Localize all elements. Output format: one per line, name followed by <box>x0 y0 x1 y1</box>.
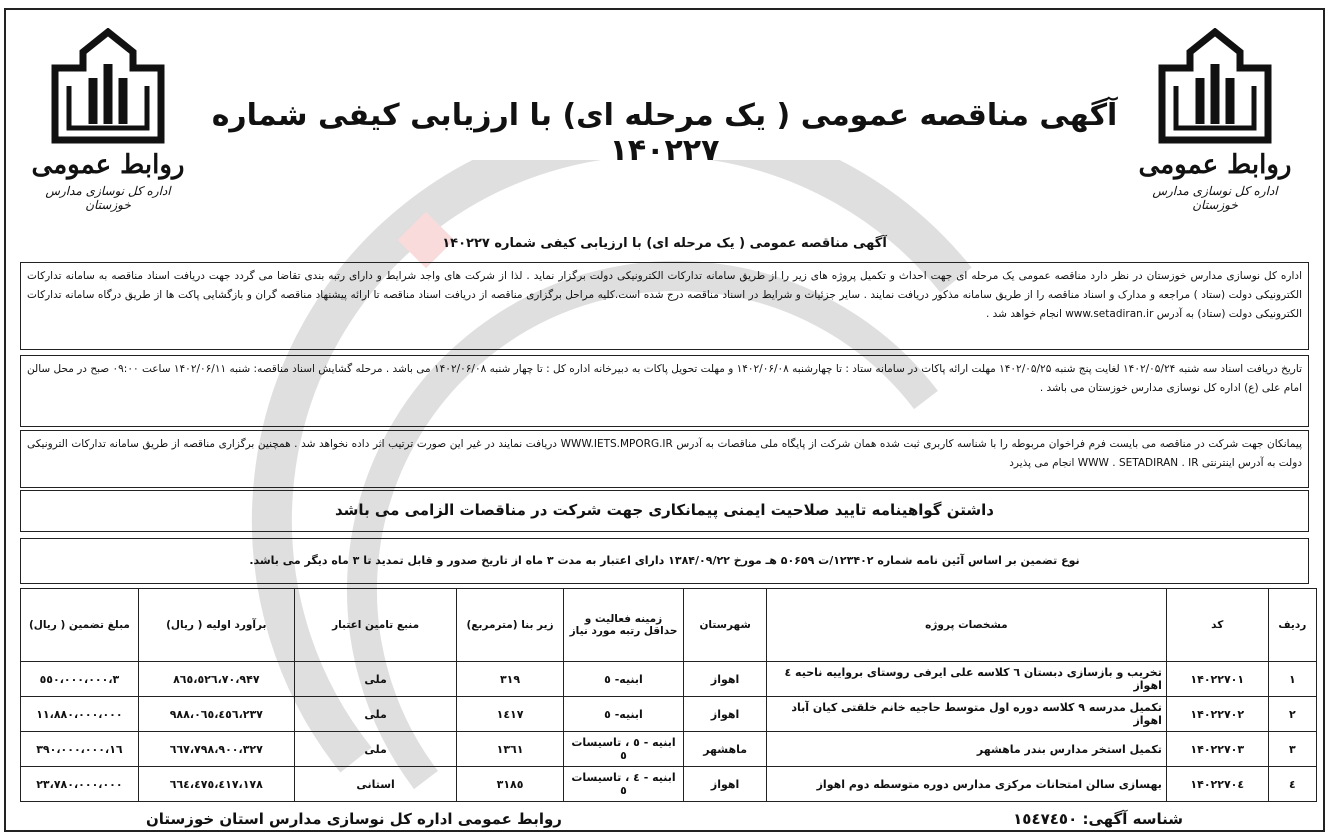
cell-area: ۱٤۱۷ <box>457 697 563 732</box>
cell-estimate: ۷۰،۹۴۷،٥۲٦،۸٦٥ <box>138 662 294 697</box>
notice-page <box>4 8 1325 832</box>
cell-city: اهواز <box>684 662 767 697</box>
logo-line2: اداره کل نوسازی مدارس خوزستان <box>1152 184 1278 212</box>
cell-guarantee: ۳،٥٥۰،۰۰۰،۰۰۰ <box>21 662 139 697</box>
cell-project: تکمیل مدرسه ۹ کلاسه دوره اول متوسط حاجیه خانم خلقتی کیان آباد اهواز <box>767 697 1167 732</box>
cell-source: ملی <box>294 697 457 732</box>
logo-line1: روابط عمومی <box>1138 150 1292 180</box>
page-subtitle: آگهی مناقصه عمومی ( یک مرحله ای) با ارزیابی کیفی شماره ۱۴۰۲۲۷ <box>442 236 887 251</box>
cell-project: بهسازی سالن امتحانات مرکزی مدارس دوره متوسطه دوم اهواز <box>767 767 1167 802</box>
cell-code: ۱۴۰۲۲۷۰۳ <box>1166 732 1268 767</box>
notice-id: شناسه آگهی: ۱٥٤۷٤٥۰ <box>1013 810 1183 828</box>
cell-city: اهواز <box>684 697 767 732</box>
table-row <box>21 697 1317 732</box>
footer-signature: روابط عمومی اداره کل نوسازی مدارس استان خوزستان <box>146 810 562 828</box>
cell-guarantee: ۲۳،۷۸۰،۰۰۰،۰۰۰ <box>21 767 139 802</box>
logo-left <box>28 28 188 238</box>
cell-row: ۲ <box>1268 697 1316 732</box>
cell-field: ابنیه - ٤ ، تاسیسات ٥ <box>563 767 684 802</box>
cell-field: ابنیه- ٥ <box>563 697 684 732</box>
cell-area: ۳۱۹ <box>457 662 563 697</box>
cell-area: ۳۱۸٥ <box>457 767 563 802</box>
cell-city: اهواز <box>684 767 767 802</box>
table-header-row <box>21 589 1317 662</box>
cell-estimate: ٤۷٥،٤۱۷،۱۷۸،٦٦٤ <box>138 767 294 802</box>
cell-project: تخریب و بازسازی دبستان ٦ کلاسه علی ایرفی روستای برواییه ناحیه ٤ اهواز <box>767 662 1167 697</box>
cell-source: ملی <box>294 732 457 767</box>
cell-field: ابنیه - ٥ ، تاسیسات ٥ <box>563 732 684 767</box>
col-guarantee: مبلغ تضمین ( ریال) <box>21 589 139 662</box>
cell-guarantee: ۱۱،۸۸۰،۰۰۰،۰۰۰ <box>21 697 139 732</box>
cell-source: ملی <box>294 662 457 697</box>
col-area: زیر بنا (مترمربع) <box>457 589 563 662</box>
register-paragraph: پیمانکان جهت شرکت در مناقصه می بایست فرم فراخوان مربوطه را با شناسه کاربری ثبت شده همان شرکت از پایگاه ملی مناقصات به آدرس WWW.IETS.MPORG.IR دریافت نمایند در غیر این صورت ترتیب اثر داده نخواهد شد . همچنین برگزاری مناقصه از طریق سامانه تدارکات الترونیکی دولت به آدرس اینترنتی WWW . SETADIRAN . IR انجام می پذیرد <box>20 430 1309 488</box>
certificate-notice: داشتن گواهینامه تایید صلاحیت ایمنی پیمانکاری جهت شرکت در مناقصات الزامی می باشد <box>20 490 1309 532</box>
cell-code: ۱۴۰۲۲۷۰۲ <box>1166 697 1268 732</box>
emblem-icon <box>43 28 173 146</box>
projects-table <box>20 588 1317 802</box>
col-project: مشخصات پروژه <box>767 589 1167 662</box>
cell-row: ٤ <box>1268 767 1316 802</box>
col-city: شهرستان <box>684 589 767 662</box>
col-estimate: برآورد اولیه ( ریال) <box>138 589 294 662</box>
cell-guarantee: ۱٦،۳۹۰،۰۰۰،۰۰۰ <box>21 732 139 767</box>
col-row: ردیف <box>1268 589 1316 662</box>
cell-field: ابنیه- ٥ <box>563 662 684 697</box>
col-source: منبع تامین اعتبار <box>294 589 457 662</box>
dates-paragraph: تاریخ دریافت اسناد سه شنبه ۱۴۰۲/۰۵/۲۴ لغایت پنج شنبه ۱۴۰۲/۰۵/۲۵ مهلت ارائه پاکات در سامانه ستاد : تا چهارشنبه ۱۴۰۲/۰۶/۰۸ و مهلت تحویل پاکات به دبیرخانه اداره کل : تا چهار شنبه ۱۴۰۲/۰۶/۰۸ می باشد . مرحله گشایش اسناد مناقصه: شنبه ۱۴۰۲/۰۶/۱۱ ساعت ۰۹:۰۰ صبح در محل سالن امام علی (ع) اداره کل نوسازی مدارس خوزستان می باشد . <box>20 355 1309 427</box>
page-title: آگهی مناقصه عمومی ( یک مرحله ای) با ارزیابی کیفی شماره ۱۴۰۲۲۷ <box>211 98 1118 168</box>
col-field: زمینه فعالیت و حداقل رتبه مورد نیاز <box>563 589 684 662</box>
table-row <box>21 662 1317 697</box>
cell-source: استانی <box>294 767 457 802</box>
cell-code: ۱۴۰۲۲۷۰٤ <box>1166 767 1268 802</box>
col-code: کد <box>1166 589 1268 662</box>
table-row <box>21 767 1317 802</box>
table-row <box>21 732 1317 767</box>
cell-estimate: ۲۳۷،٤٥٦،۰٦٥،۹۸۸ <box>138 697 294 732</box>
cell-project: تکمیل استخر مدارس بندر ماهشهر <box>767 732 1167 767</box>
cell-row: ۳ <box>1268 732 1316 767</box>
logo-line1: روابط عمومی <box>31 150 185 180</box>
cell-city: ماهشهر <box>684 732 767 767</box>
logo-line2: اداره کل نوسازی مدارس خوزستان <box>45 184 171 212</box>
cell-estimate: ۳۲۷،٦٦۷،۷۹۸،۹۰۰ <box>138 732 294 767</box>
guarantee-notice: نوع تضمین بر اساس آئین نامه شماره ۱۲۳۴۰۲/ت ۵۰۶۵۹ هـ مورخ ۱۳۸۴/۰۹/۲۲ دارای اعتبار به مدت ۳ ماه از تاریخ صدور و قابل تمدید تا ۳ ماه دیگر می باشد. <box>20 538 1309 584</box>
emblem-icon <box>1150 28 1280 146</box>
cell-row: ۱ <box>1268 662 1316 697</box>
cell-area: ۱۳٦۱ <box>457 732 563 767</box>
cell-code: ۱۴۰۲۲۷۰۱ <box>1166 662 1268 697</box>
intro-paragraph: اداره کل نوسازی مدارس خوزستان در نظر دارد مناقصه عمومی یک مرحله ای جهت احداث و تکمیل پروژه های زیر را از طریق سامانه تدارکات الکترونیکی دولت برگزار نماید . لذا از شرکت های واجد شرایط و دارای رتبه بندی تقاضا می گردد جهت دریافت اسناد مناقصه به سامانه تدارکات الکترونیکی دولت (ستاد ) مراجعه و مدارک و اسناد مناقصه را از طریق سامانه مذکور دریافت نمایند . سایر جزئیات و شرایط در اسناد مناقصه درج شده است.کلیه مراحل برگزاری مناقصه از دریافت اسناد مناقصه تا ارائه پیشنهاد مناقصه گران و بازگشایی پاکت ها از طریق درگاه سامانه تدارکات الکترونیکی دولت (ستاد) به آدرس www.setadiran.ir انجام خواهد شد . <box>20 262 1309 350</box>
logo-right <box>1135 28 1295 238</box>
